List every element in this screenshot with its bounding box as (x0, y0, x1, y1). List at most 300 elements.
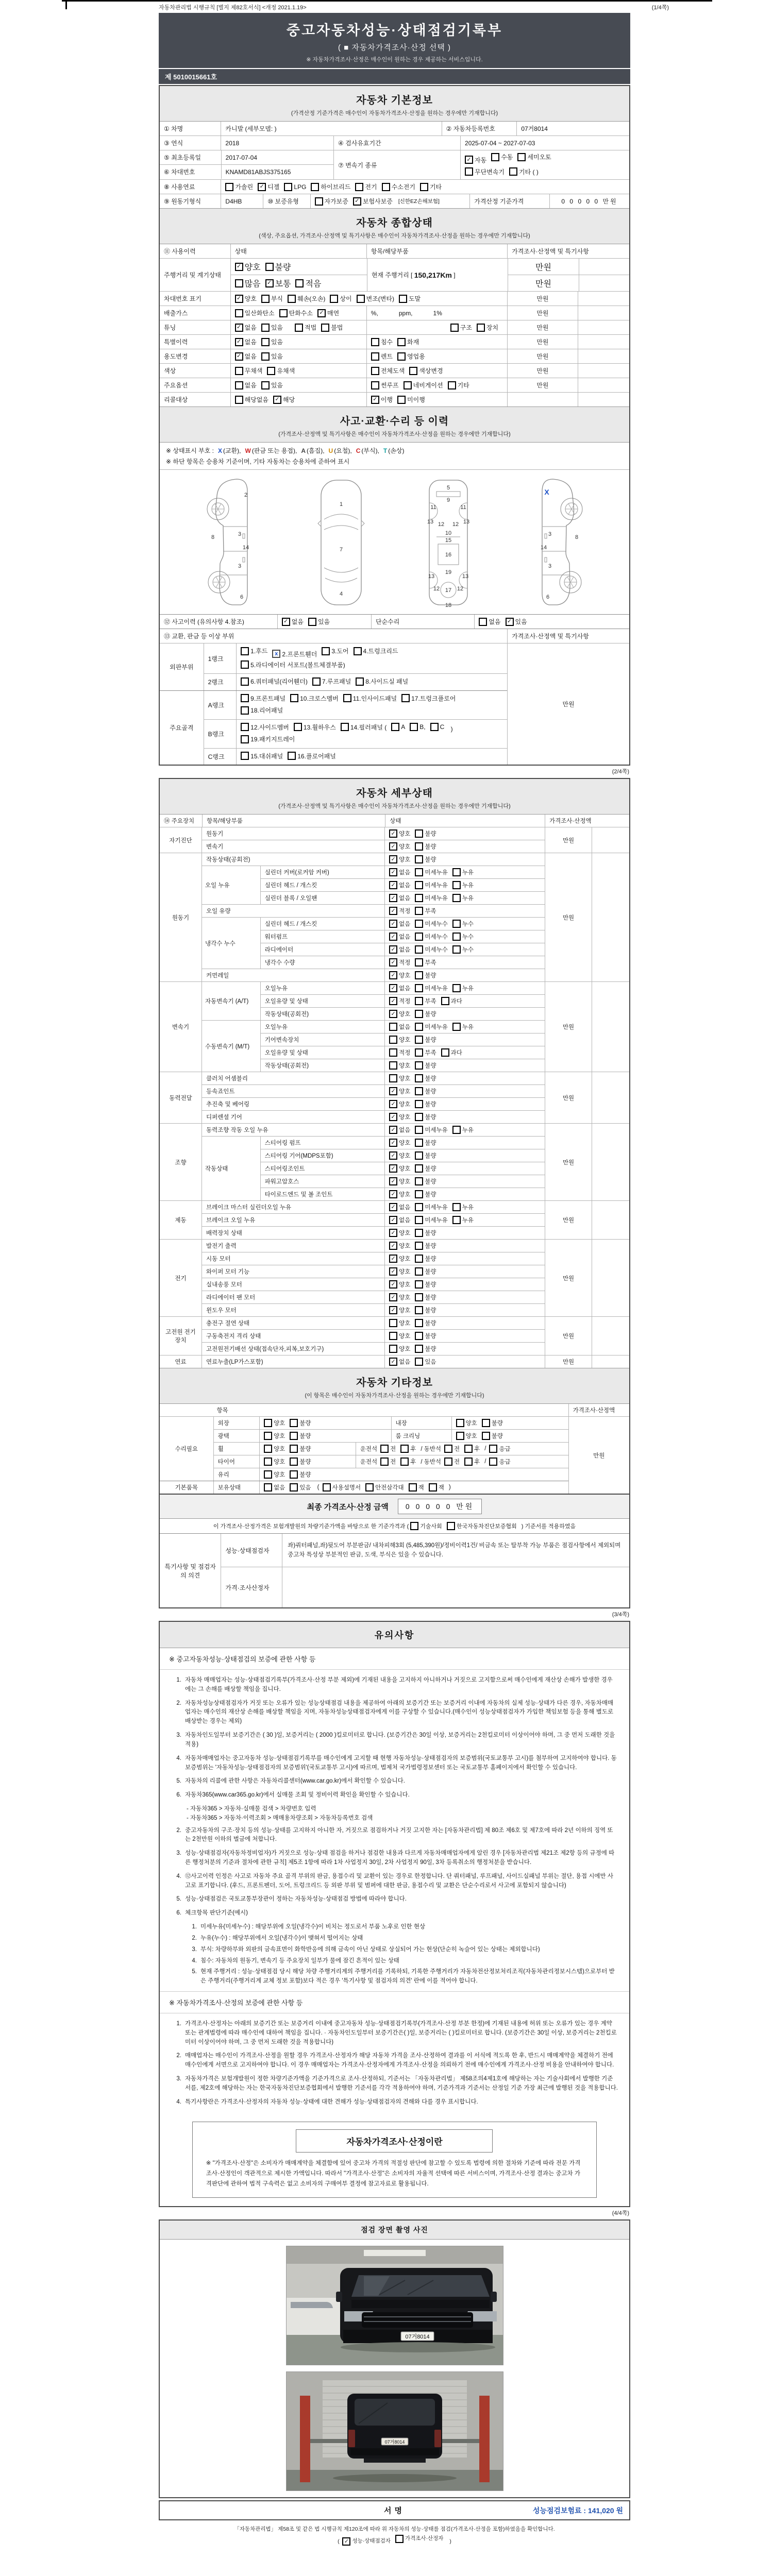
checkbox-icon[interactable] (389, 1023, 397, 1031)
checkbox-icon[interactable] (415, 1010, 423, 1018)
checkbox-불량[interactable] (415, 1319, 436, 1327)
checkbox-icon[interactable]: ✓ (389, 1010, 397, 1018)
checkbox-icon[interactable] (477, 324, 485, 332)
checkbox-양호[interactable] (264, 1419, 285, 1427)
checkbox-불량[interactable] (290, 1419, 311, 1427)
checkbox-불량[interactable] (415, 1306, 436, 1314)
checkbox-icon[interactable] (401, 694, 410, 702)
checkbox-불량[interactable] (265, 261, 291, 273)
checkbox-icon[interactable]: ✓ (235, 295, 243, 303)
checkbox-있음[interactable] (506, 617, 527, 626)
checkbox-불량[interactable] (415, 1074, 436, 1082)
checkbox-icon[interactable] (290, 1419, 298, 1427)
checkbox-icon[interactable] (415, 920, 423, 928)
checkbox-icon[interactable] (415, 1267, 423, 1276)
checkbox-icon[interactable] (295, 324, 303, 332)
checkbox-10.크로스멤버[interactable] (290, 694, 339, 703)
checkbox-icon[interactable] (489, 1458, 497, 1466)
checkbox-양호[interactable] (235, 261, 261, 273)
checkbox-상이[interactable] (330, 294, 351, 303)
checkbox-양호[interactable] (389, 1190, 410, 1198)
checkbox-양호[interactable] (389, 1100, 410, 1108)
checkbox-icon[interactable] (261, 324, 270, 332)
checkbox-C[interactable] (430, 723, 445, 731)
checkbox-icon[interactable] (409, 1483, 417, 1492)
checkbox-icon[interactable]: ✓ (389, 1203, 397, 1211)
checkbox-사용설명서[interactable] (323, 1483, 361, 1492)
checkbox-icon[interactable] (479, 618, 487, 626)
checkbox-불량[interactable] (415, 1190, 436, 1198)
checkbox-icon[interactable] (415, 971, 423, 979)
checkbox-icon[interactable] (452, 868, 461, 876)
checkbox-미세누수[interactable] (415, 920, 447, 928)
checkbox-icon[interactable] (452, 933, 461, 941)
checkbox-있음[interactable] (261, 352, 283, 361)
checkbox-icon[interactable] (415, 984, 423, 992)
checkbox-수동[interactable] (491, 152, 513, 161)
checkbox-icon[interactable]: ✓ (389, 1190, 397, 1198)
checkbox-icon[interactable] (357, 295, 365, 303)
checkbox-icon[interactable] (397, 352, 406, 361)
checkbox-icon[interactable] (464, 1458, 473, 1466)
checkbox-양호[interactable] (389, 1074, 410, 1082)
checkbox-불량[interactable] (290, 1445, 311, 1453)
checkbox-렌트[interactable] (371, 352, 393, 361)
checkbox-icon[interactable] (264, 1470, 272, 1479)
checkbox-icon[interactable]: ✓ (389, 1358, 397, 1366)
checkbox-icon[interactable] (290, 1470, 298, 1479)
checkbox-icon[interactable]: ✓ (342, 2537, 350, 2546)
checkbox-잭[interactable] (429, 1483, 444, 1492)
checkbox-미세누유[interactable] (415, 1216, 447, 1224)
checkbox-없음[interactable] (235, 381, 257, 389)
checkbox-icon[interactable] (290, 1432, 298, 1440)
checkbox-성능·상태점검자[interactable] (342, 2537, 391, 2546)
checkbox-13.휠하우스[interactable] (294, 723, 336, 732)
checkbox-icon[interactable] (415, 1345, 423, 1353)
checkbox-불량[interactable] (415, 1267, 436, 1276)
checkbox-icon[interactable]: ✓ (389, 881, 397, 889)
checkbox-icon[interactable]: ✓ (389, 933, 397, 941)
checkbox-icon[interactable] (241, 660, 249, 669)
checkbox-가솔린[interactable] (225, 182, 253, 191)
checkbox-없음[interactable] (389, 920, 410, 928)
checkbox-누유[interactable] (452, 1216, 474, 1224)
checkbox-icon[interactable]: ✓ (389, 1255, 397, 1263)
checkbox-LPG[interactable] (284, 183, 306, 191)
checkbox-icon[interactable] (241, 735, 249, 743)
checkbox-icon[interactable] (295, 279, 304, 287)
checkbox-있음[interactable] (415, 1358, 436, 1366)
checkbox-icon[interactable] (409, 367, 417, 375)
checkbox-없음[interactable] (282, 617, 304, 626)
checkbox-icon[interactable] (264, 1483, 272, 1492)
checkbox-있음[interactable] (261, 323, 283, 332)
checkbox-양호[interactable] (389, 829, 410, 838)
checkbox-icon[interactable] (452, 1126, 461, 1134)
checkbox-기술사회[interactable] (410, 1522, 442, 1530)
checkbox-11.인사이드패널[interactable] (343, 694, 397, 703)
checkbox-9.프론트패널[interactable] (241, 694, 285, 703)
checkbox-디젤[interactable] (258, 182, 279, 191)
checkbox-가격조사·산정자[interactable] (395, 2534, 444, 2544)
checkbox-불량[interactable] (415, 855, 436, 863)
checkbox-icon[interactable] (241, 677, 249, 686)
checkbox-양호[interactable] (235, 294, 257, 303)
checkbox-icon[interactable] (429, 1483, 437, 1492)
checkbox-기타[interactable] (420, 182, 442, 191)
checkbox-icon[interactable] (415, 1242, 423, 1250)
checkbox-썬루프[interactable] (371, 381, 399, 389)
checkbox-icon[interactable]: ✓ (258, 183, 266, 191)
checkbox-불량[interactable] (415, 1255, 436, 1263)
checkbox-icon[interactable] (321, 324, 329, 332)
checkbox-icon[interactable] (330, 295, 338, 303)
checkbox-불량[interactable] (415, 1113, 436, 1121)
checkbox-icon[interactable] (389, 1319, 397, 1327)
checkbox-icon[interactable] (265, 263, 274, 271)
checkbox-양호[interactable] (264, 1432, 285, 1440)
checkbox-변조(변타)[interactable] (357, 294, 394, 303)
checkbox-19.패키지트레이[interactable] (241, 735, 295, 743)
checkbox-icon[interactable] (389, 1345, 397, 1353)
checkbox-부식[interactable] (261, 294, 283, 303)
checkbox-불량[interactable] (415, 1229, 436, 1237)
checkbox-불량[interactable] (415, 1100, 436, 1108)
checkbox-icon[interactable] (290, 1445, 298, 1453)
checkbox-미세누유[interactable] (415, 1203, 447, 1211)
checkbox-네비게이션[interactable] (404, 381, 443, 389)
checkbox-icon[interactable] (415, 1177, 423, 1185)
checkbox-icon[interactable] (415, 1061, 423, 1070)
checkbox-icon[interactable]: ✓ (465, 156, 473, 164)
checkbox-icon[interactable] (400, 1458, 409, 1466)
checkbox-무단변속기[interactable] (465, 167, 505, 176)
checkbox-icon[interactable]: ✓ (389, 958, 397, 967)
checkbox-양호[interactable] (389, 855, 410, 863)
checkbox-15.대쉬패널[interactable] (241, 752, 283, 760)
checkbox-7.루프패널[interactable] (312, 677, 351, 686)
checkbox-icon[interactable] (261, 381, 270, 389)
checkbox-icon[interactable] (225, 183, 233, 191)
checkbox-icon[interactable] (415, 933, 423, 941)
checkbox-icon[interactable] (415, 1319, 423, 1327)
checkbox-icon[interactable] (415, 997, 423, 1005)
checkbox-icon[interactable] (441, 997, 449, 1005)
checkbox-불량[interactable] (415, 1061, 436, 1070)
checkbox-영업용[interactable] (397, 352, 425, 361)
checkbox-없음[interactable] (389, 1126, 410, 1134)
checkbox-icon[interactable] (415, 1306, 423, 1314)
checkbox-14.필러패널 ([interactable] (341, 723, 386, 732)
checkbox-적법[interactable] (295, 323, 316, 332)
checkbox-icon[interactable]: ✓ (389, 868, 397, 876)
checkbox-과다[interactable] (441, 997, 462, 1005)
checkbox-양호[interactable] (389, 1345, 410, 1353)
checkbox-icon[interactable] (452, 1203, 461, 1211)
checkbox-icon[interactable] (489, 1445, 497, 1453)
checkbox-양호[interactable] (389, 1332, 410, 1340)
checkbox-icon[interactable] (441, 1048, 449, 1057)
checkbox-icon[interactable] (264, 1458, 272, 1466)
checkbox-없음[interactable] (264, 1483, 285, 1492)
checkbox-불량[interactable] (415, 1242, 436, 1250)
checkbox-icon[interactable] (444, 1458, 452, 1466)
checkbox-icon[interactable] (509, 167, 517, 176)
checkbox-훼손(오손)[interactable] (288, 294, 325, 303)
checkbox-icon[interactable] (415, 1190, 423, 1198)
checkbox-icon[interactable] (389, 1048, 397, 1057)
checkbox-icon[interactable] (235, 367, 243, 375)
checkbox-icon[interactable] (410, 1522, 418, 1530)
checkbox-icon[interactable] (356, 677, 364, 686)
checkbox-icon[interactable] (415, 1074, 423, 1082)
checkbox-있음[interactable] (261, 381, 283, 389)
checkbox-icon[interactable] (290, 694, 298, 702)
checkbox-미세누수[interactable] (415, 933, 447, 941)
checkbox-icon[interactable] (399, 295, 407, 303)
checkbox-icon[interactable]: ✓ (389, 1293, 397, 1301)
checkbox-icon[interactable] (415, 945, 423, 954)
checkbox-icon[interactable] (415, 1151, 423, 1160)
checkbox-양호[interactable] (389, 1010, 410, 1018)
checkbox-icon[interactable] (482, 1419, 490, 1427)
checkbox-icon[interactable] (447, 1522, 455, 1530)
checkbox-icon[interactable] (415, 958, 423, 967)
checkbox-양호[interactable] (389, 1151, 410, 1160)
checkbox-icon[interactable] (354, 647, 362, 655)
checkbox-icon[interactable] (415, 829, 423, 838)
checkbox-icon[interactable] (415, 868, 423, 876)
checkbox-보통[interactable] (265, 277, 291, 289)
checkbox-16.플로어패널[interactable] (288, 752, 336, 760)
checkbox-icon[interactable] (452, 894, 461, 902)
checkbox-icon[interactable] (235, 396, 243, 404)
checkbox-icon[interactable] (343, 694, 351, 702)
checkbox-icon[interactable] (267, 367, 275, 375)
checkbox-icon[interactable] (415, 1139, 423, 1147)
checkbox-icon[interactable] (517, 153, 526, 161)
checkbox-icon[interactable] (264, 1445, 272, 1453)
checkbox-침수[interactable] (371, 337, 393, 346)
checkbox-불법[interactable] (321, 323, 343, 332)
checkbox-18.리어패널[interactable] (241, 706, 283, 715)
checkbox-과다[interactable] (441, 1048, 462, 1057)
checkbox-후[interactable] (400, 1458, 416, 1466)
checkbox-불량[interactable] (415, 1293, 436, 1301)
checkbox-색상변경[interactable] (409, 366, 443, 375)
checkbox-icon[interactable]: ✓ (389, 894, 397, 902)
checkbox-icon[interactable] (395, 2535, 404, 2543)
checkbox-icon[interactable] (391, 723, 399, 731)
checkbox-하이브리드[interactable] (311, 182, 350, 191)
checkbox-탄화수소[interactable] (279, 309, 313, 317)
checkbox-누수[interactable] (452, 945, 474, 954)
checkbox-양호[interactable] (389, 971, 410, 979)
checkbox-icon[interactable] (430, 723, 439, 731)
checkbox-icon[interactable] (341, 723, 349, 731)
checkbox-icon[interactable]: ✓ (389, 829, 397, 838)
checkbox-icon[interactable]: ✓ (371, 396, 379, 404)
checkbox-icon[interactable] (241, 752, 249, 760)
checkbox-icon[interactable] (290, 1483, 298, 1492)
checkbox-icon[interactable] (465, 167, 473, 176)
checkbox-icon[interactable]: ✓ (235, 338, 243, 346)
checkbox-icon[interactable] (415, 1358, 423, 1366)
checkbox-전[interactable] (380, 1445, 396, 1453)
checkbox-양호[interactable] (389, 1061, 410, 1070)
checkbox-icon[interactable] (415, 1100, 423, 1108)
checkbox-없음[interactable] (389, 945, 410, 954)
checkbox-양호[interactable] (389, 1164, 410, 1173)
checkbox-icon[interactable] (415, 1332, 423, 1340)
checkbox-적정[interactable] (389, 907, 410, 915)
checkbox-icon[interactable] (389, 1332, 397, 1340)
checkbox-12.사이드멤버[interactable] (241, 723, 289, 732)
checkbox-매연[interactable] (317, 309, 339, 317)
checkbox-B,[interactable] (410, 723, 425, 731)
checkbox-양호[interactable] (389, 1255, 410, 1263)
checkbox-후[interactable] (464, 1445, 480, 1453)
checkbox-icon[interactable]: ✓ (389, 1100, 397, 1108)
checkbox-icon[interactable] (284, 183, 292, 191)
checkbox-icon[interactable] (415, 1048, 423, 1057)
checkbox-icon[interactable]: ✓ (389, 855, 397, 863)
checkbox-구조[interactable] (450, 323, 472, 332)
checkbox-icon[interactable] (415, 1229, 423, 1237)
checkbox-icon[interactable] (410, 723, 418, 731)
checkbox-불량[interactable] (415, 1177, 436, 1185)
checkbox-icon[interactable] (261, 295, 270, 303)
checkbox-icon[interactable] (415, 894, 423, 902)
checkbox-icon[interactable] (371, 381, 379, 389)
checkbox-icon[interactable] (355, 183, 363, 191)
checkbox-기타[interactable] (448, 381, 469, 389)
checkbox-일산화탄소[interactable] (235, 309, 275, 317)
checkbox-불량[interactable] (482, 1432, 503, 1440)
checkbox-icon[interactable] (371, 338, 379, 346)
checkbox-없음[interactable] (389, 894, 410, 902)
checkbox-누유[interactable] (452, 894, 474, 902)
checkbox-icon[interactable]: ✓ (506, 618, 514, 626)
checkbox-icon[interactable]: ✓ (389, 984, 397, 992)
checkbox-양호[interactable] (389, 1113, 410, 1121)
checkbox-icon[interactable] (415, 1280, 423, 1289)
checkbox-icon[interactable] (415, 1203, 423, 1211)
checkbox-양호[interactable] (389, 1139, 410, 1147)
checkbox-부족[interactable] (415, 958, 436, 967)
checkbox-icon[interactable] (415, 1023, 423, 1031)
checkbox-응급[interactable] (489, 1445, 510, 1453)
checkbox-icon[interactable]: ✓ (353, 197, 361, 206)
checkbox-icon[interactable] (456, 1419, 464, 1427)
checkbox-icon[interactable] (322, 647, 330, 655)
checkbox-적음[interactable] (295, 277, 321, 289)
checkbox-icon[interactable] (371, 367, 379, 375)
checkbox-양호[interactable] (389, 1087, 410, 1095)
checkbox-누유[interactable] (452, 984, 474, 992)
checkbox-불량[interactable] (415, 1139, 436, 1147)
checkbox-세미오토[interactable] (517, 152, 551, 161)
checkbox-한국자동차진단보증협회[interactable] (447, 1522, 517, 1530)
checkbox-icon[interactable] (380, 1445, 389, 1453)
checkbox-불량[interactable] (415, 829, 436, 838)
checkbox-불량[interactable] (415, 1087, 436, 1095)
checkbox-적정[interactable] (389, 1048, 410, 1057)
checkbox-양호[interactable] (389, 1267, 410, 1276)
checkbox-icon[interactable]: ✓ (389, 997, 397, 1005)
checkbox-icon[interactable] (452, 984, 461, 992)
checkbox-보험사보증[interactable] (353, 197, 393, 206)
checkbox-5.라디에이터 서포트(볼트체결부품)[interactable] (241, 660, 345, 669)
checkbox-불량[interactable] (290, 1458, 311, 1466)
checkbox-icon[interactable]: ✓ (389, 1139, 397, 1147)
checkbox-icon[interactable] (311, 183, 319, 191)
checkbox-icon[interactable] (389, 1061, 397, 1070)
checkbox-없음[interactable] (389, 1358, 410, 1366)
checkbox-icon[interactable]: ✓ (389, 1151, 397, 1160)
checkbox-icon[interactable] (482, 1432, 490, 1440)
checkbox-4.트렁크리드[interactable] (354, 647, 398, 655)
checkbox-icon[interactable] (415, 1113, 423, 1121)
checkbox-icon[interactable] (315, 197, 323, 206)
checkbox-전[interactable] (444, 1458, 460, 1466)
checkbox-양호[interactable] (389, 1319, 410, 1327)
checkbox-icon[interactable] (290, 1458, 298, 1466)
checkbox-양호[interactable] (389, 1036, 410, 1044)
checkbox-icon[interactable]: ✓ (389, 971, 397, 979)
checkbox-icon[interactable]: ✓ (389, 1306, 397, 1314)
checkbox-icon[interactable]: x (272, 650, 280, 658)
checkbox-부족[interactable] (415, 997, 436, 1005)
checkbox-무채색[interactable] (235, 366, 263, 375)
checkbox-A[interactable] (391, 723, 405, 731)
checkbox-icon[interactable] (323, 1483, 331, 1492)
checkbox-icon[interactable] (389, 1074, 397, 1082)
checkbox-icon[interactable] (415, 1087, 423, 1095)
checkbox-없음[interactable] (389, 881, 410, 889)
checkbox-부족[interactable] (415, 907, 436, 915)
checkbox-icon[interactable] (371, 352, 379, 361)
checkbox-해당[interactable] (273, 395, 295, 404)
checkbox-icon[interactable] (456, 1432, 464, 1440)
checkbox-적정[interactable] (389, 958, 410, 967)
checkbox-icon[interactable]: ✓ (389, 1126, 397, 1134)
checkbox-불량[interactable] (415, 1010, 436, 1018)
checkbox-화재[interactable] (397, 337, 419, 346)
checkbox-양호[interactable] (456, 1432, 477, 1440)
checkbox-icon[interactable] (397, 396, 406, 404)
checkbox-이행[interactable] (371, 395, 393, 404)
checkbox-icon[interactable]: ✓ (389, 945, 397, 954)
checkbox-icon[interactable] (261, 352, 270, 361)
checkbox-미세누수[interactable] (415, 945, 447, 954)
checkbox-장치[interactable] (477, 323, 498, 332)
checkbox-icon[interactable]: ✓ (389, 920, 397, 928)
checkbox-양호[interactable] (389, 1177, 410, 1185)
checkbox-불량[interactable] (290, 1470, 311, 1479)
checkbox-불량[interactable] (415, 1164, 436, 1173)
checkbox-전기[interactable] (355, 182, 377, 191)
checkbox-있음[interactable] (290, 1483, 311, 1492)
checkbox-미세누유[interactable] (415, 868, 447, 876)
checkbox-잭[interactable] (409, 1483, 424, 1492)
checkbox-icon[interactable]: ✓ (389, 907, 397, 915)
checkbox-수소전기[interactable] (382, 182, 415, 191)
checkbox-icon[interactable]: ✓ (282, 618, 290, 626)
checkbox-양호[interactable] (264, 1445, 285, 1453)
checkbox-양호[interactable] (389, 1306, 410, 1314)
